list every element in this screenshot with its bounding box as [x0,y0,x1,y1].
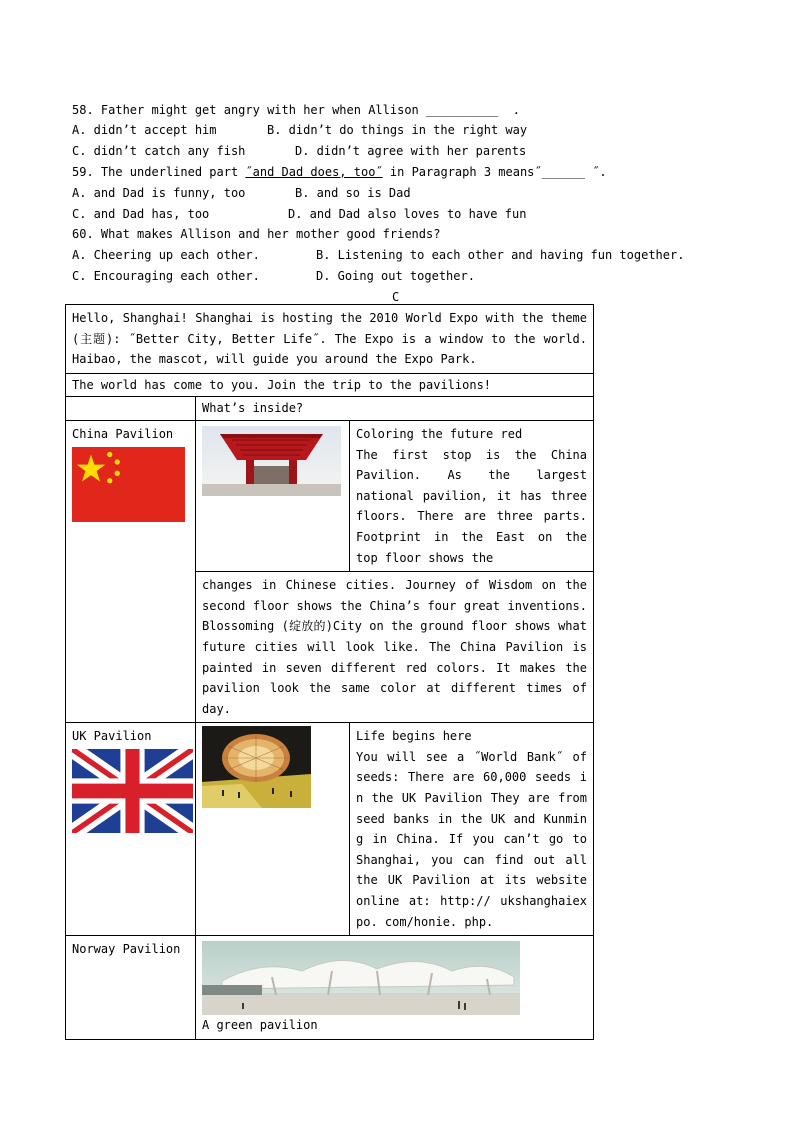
q60-stem: 60. What makes Allison and her mother good friends? [72,227,441,241]
uk-image-cell [196,723,350,936]
q58-option-d: D. didn’t agree with her parents [295,144,527,158]
q59-option-d: D. and Dad also loves to have fun [288,207,527,221]
norway-name-cell [66,936,196,1040]
norway-pavilion-image [202,941,520,1015]
q58-option-c: C. didn’t catch any fish [72,144,246,158]
q60-option-b: B. Listening to each other and having fun together. [316,248,685,262]
q59-stem-pre: 59. The underlined part [72,165,246,179]
join-cell: The world has come to you. Join the trip to the pavilions! [66,373,594,397]
q59-stem [72,165,607,179]
table-row [66,373,594,397]
china-pavilion-image [202,426,341,496]
empty-cell [66,397,196,421]
q59-stem-post: in Paragraph 3 means˝______ ˝. [382,165,607,179]
q59-option-b: B. and so is Dad [295,186,411,200]
norway-pavilion-label: Norway Pavilion [72,942,181,957]
uk-text-cell [350,723,594,936]
intro-cell: Hello, Shanghai! Shanghai is hosting the 2010 World Expo with the theme (主题): ˝Better City, Better Life˝. The Expo is a window to the world. Haibao, the mascot, will guide you around the Expo Park. [66,305,594,374]
uk-name-cell [66,723,196,936]
q58-option-b: B. didn’t do things in the right way [267,123,528,137]
q60-option-c: C. Encouraging each other. [72,269,260,283]
table-row [66,305,594,374]
china-text-cell [350,420,594,571]
inside-header: What’s inside? [196,397,594,421]
china-pavilion-label: China Pavilion [72,426,174,441]
section-label: C [392,290,400,304]
china-heading: Coloring the future red [356,426,523,441]
china-flag-image [72,447,185,522]
table-row [66,397,594,421]
table-row [66,420,594,571]
uk-text: You will see a ˝World Bank˝ of seeds: There are 60,000 seeds in the UK Pavilion They are from seed banks in the UK and Kunming in China. If you can’t go to Shanghai, you can find out all the UK Pavilion at its website online at: http:// ukshanghaiexpo. com/honie. php. [356,749,587,929]
q59-underlined-part: ˝and Dad does, too˝ [245,165,383,179]
q59-option-a: A. and Dad is funny, too [72,186,246,200]
expo-table [65,304,594,1040]
table-row [66,936,594,1040]
q58-stem: 58. Father might get angry with her when Allison __________ . [72,103,520,117]
uk-pavilion-image [202,726,311,808]
table-row [66,723,594,936]
q59-option-c: C. and Dad has, too [72,207,210,221]
uk-pavilion-label: UK Pavilion [72,729,152,744]
china-text-part1: The first stop is the China Pavilion. As the largest national pavilion, it has three floors. There are three parts. Footprint in the East on the top floor shows the [356,447,587,565]
norway-image-cell [196,936,594,1040]
china-text-part2: changes in Chinese cities. Journey of Wisdom on the second floor shows the China’s four great inventions. Blossoming (绽放的)City on the ground floor shows what future cities will look like. The China Pavilion is painted in seven different red colors. It makes the pavilion look the same color at different times of day. [196,572,594,723]
china-name-cell [66,420,196,722]
china-image-cell [196,420,350,571]
norway-caption: A green pavilion [202,1018,318,1033]
uk-heading: Life begins here [356,729,472,744]
q60-option-a: A. Cheering up each other. [72,248,260,262]
q60-option-d: D. Going out together. [316,269,475,283]
q58-option-a: A. didn’t accept him [72,123,217,137]
uk-flag-image [72,749,193,833]
